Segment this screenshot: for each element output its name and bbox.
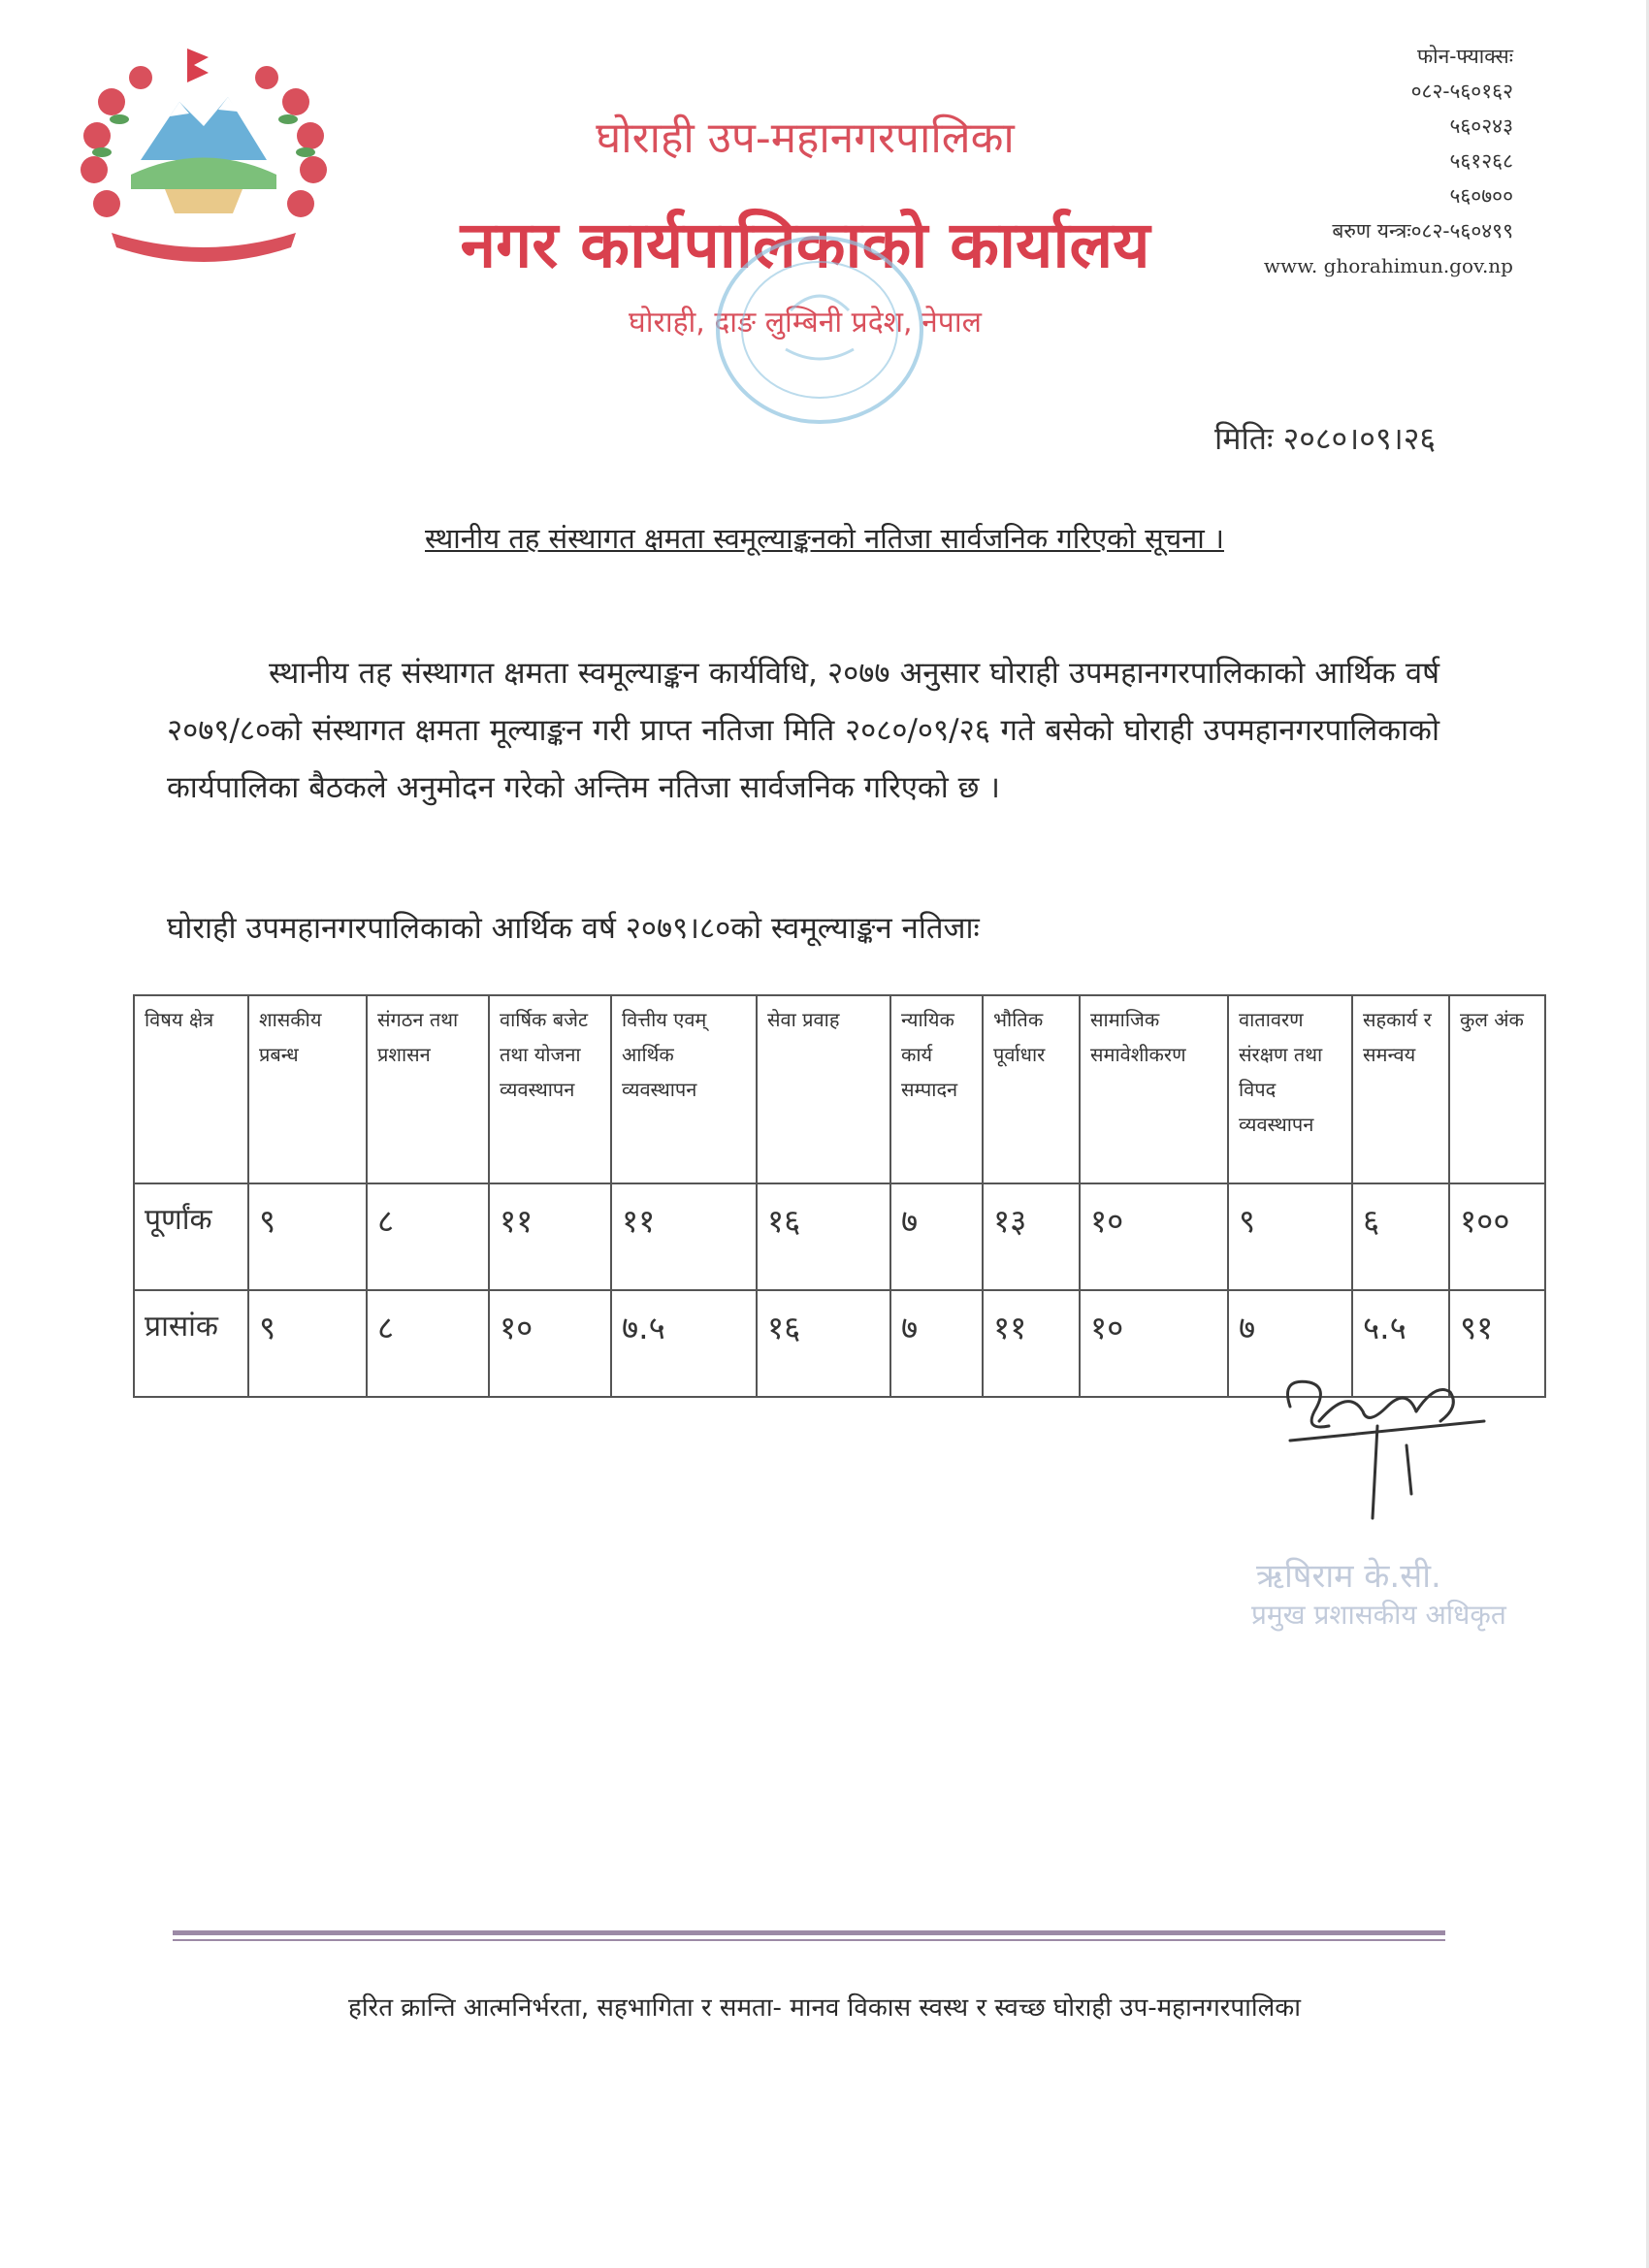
table-cell: ७	[890, 1183, 983, 1290]
contact-block	[1203, 39, 1513, 283]
table-cell: ८	[367, 1183, 489, 1290]
phone-number: ५६०७००	[1449, 184, 1513, 208]
office-name: नगर कार्यपालिकाको कार्यालय	[460, 208, 1150, 282]
notice-paragraph: स्थानीय तह संस्थागत क्षमता स्वमूल्याङ्कन कार्यविधि, २०७७ अनुसार घोराही उपमहानगरपालिकाको आर्थिक वर्ष २०७९/८०को संस्थागत क्षमता मूल्याङ्कन गरी प्राप्त नतिजा मिति २०८०/०९/२६ गते बसेको घोराही उपमहानगरपालिकाको कार्यपालिका बैठकले अनुमोदन गरेको अन्तिम नतिजा सार्वजनिक गरिएको छ ।	[167, 656, 1439, 805]
notice-date: मितिः २०८०।०९।२६	[1214, 420, 1436, 457]
footer-slogan: हरित क्रान्ति आत्मनिर्भरता, सहभागिता र समता- मानव विकास स्वस्थ र स्वच्छ घोराही उप-महानगरपालिका	[348, 1993, 1301, 2023]
result-title: घोराही उपमहानगरपालिकाको आर्थिक वर्ष २०७९।८०को स्वमूल्याङ्कन नतिजाः	[167, 911, 980, 946]
row-header: पूर्णांक	[134, 1183, 248, 1290]
nepal-emblem-logo	[73, 44, 335, 267]
table-cell: ११	[983, 1290, 1080, 1397]
table-row	[134, 1183, 1545, 1290]
signatory-name: ऋषिराम के.सी.	[1256, 1557, 1441, 1596]
table-cell: १६	[757, 1183, 890, 1290]
table-cell: १०	[489, 1290, 611, 1397]
table-cell: ७	[1228, 1290, 1352, 1397]
table-cell: १००	[1449, 1183, 1545, 1290]
table-cell: १०	[1080, 1290, 1228, 1397]
column-header: संगठन तथा प्रशासन	[367, 995, 489, 1183]
varun-yantra: बरुण यन्त्रः०८२-५६०४९९	[1332, 219, 1513, 243]
table-cell: ११	[489, 1183, 611, 1290]
column-header: सेवा प्रवाह	[757, 995, 890, 1183]
table-cell: ९१	[1449, 1290, 1545, 1397]
signatory-title: प्रमुख प्रशासकीय अधिकृत	[1251, 1599, 1506, 1631]
municipality-name: घोराही उप-महानगरपालिका	[596, 113, 1015, 163]
table-header-row	[134, 995, 1545, 1183]
table-cell: ११	[611, 1183, 757, 1290]
column-header: भौतिक पूर्वाधार	[983, 995, 1080, 1183]
table-cell: १३	[983, 1183, 1080, 1290]
table-cell: ७	[890, 1290, 983, 1397]
column-header: विषय क्षेत्र	[134, 995, 248, 1183]
self-assessment-table	[133, 994, 1546, 1398]
phone-number: ०८२-५६०१६२	[1410, 80, 1513, 103]
table-cell: ५.५	[1352, 1290, 1449, 1397]
table-cell: ८	[367, 1290, 489, 1397]
office-seal-stamp	[703, 223, 936, 437]
notice-subject	[0, 519, 1649, 557]
column-header: न्यायिक कार्य सम्पादन	[890, 995, 983, 1183]
table-cell: ९	[1228, 1183, 1352, 1290]
footer-rule	[173, 1930, 1445, 1935]
phone-fax-label: फोन-फ्याक्सः	[1416, 45, 1513, 68]
website-link[interactable]: www. ghorahimun.gov.np	[1263, 254, 1513, 277]
table-cell: १६	[757, 1290, 890, 1397]
table-cell: १०	[1080, 1183, 1228, 1290]
table-cell: ९	[248, 1290, 367, 1397]
office-address: घोराही, दाङ लुम्बिनी प्रदेश, नेपाल	[629, 306, 982, 340]
phone-number: ५६०२४३	[1449, 114, 1513, 138]
column-header: शासकीय प्रबन्ध	[248, 995, 367, 1183]
handwritten-signature	[1271, 1368, 1494, 1523]
column-header: वित्तीय एवम् आर्थिक व्यवस्थापन	[611, 995, 757, 1183]
column-header: वार्षिक बजेट तथा योजना व्यवस्थापन	[489, 995, 611, 1183]
table-cell: ६	[1352, 1183, 1449, 1290]
footer-rule	[173, 1939, 1445, 1941]
table-cell: ७.५	[611, 1290, 757, 1397]
table-cell: ९	[248, 1183, 367, 1290]
column-header: वातावरण संरक्षण तथा विपद व्यवस्थापन	[1228, 995, 1352, 1183]
column-header: सामाजिक समावेशीकरण	[1080, 995, 1228, 1183]
column-header: कुल अंक	[1449, 995, 1545, 1183]
row-header: प्रासांक	[134, 1290, 248, 1397]
phone-number: ५६१२६८	[1449, 149, 1513, 173]
subject-text: स्थानीय तह संस्थागत क्षमता स्वमूल्याङ्कनको नतिजा सार्वजनिक गरिएको सूचना ।	[425, 522, 1224, 555]
column-header: सहकार्य र समन्वय	[1352, 995, 1449, 1183]
